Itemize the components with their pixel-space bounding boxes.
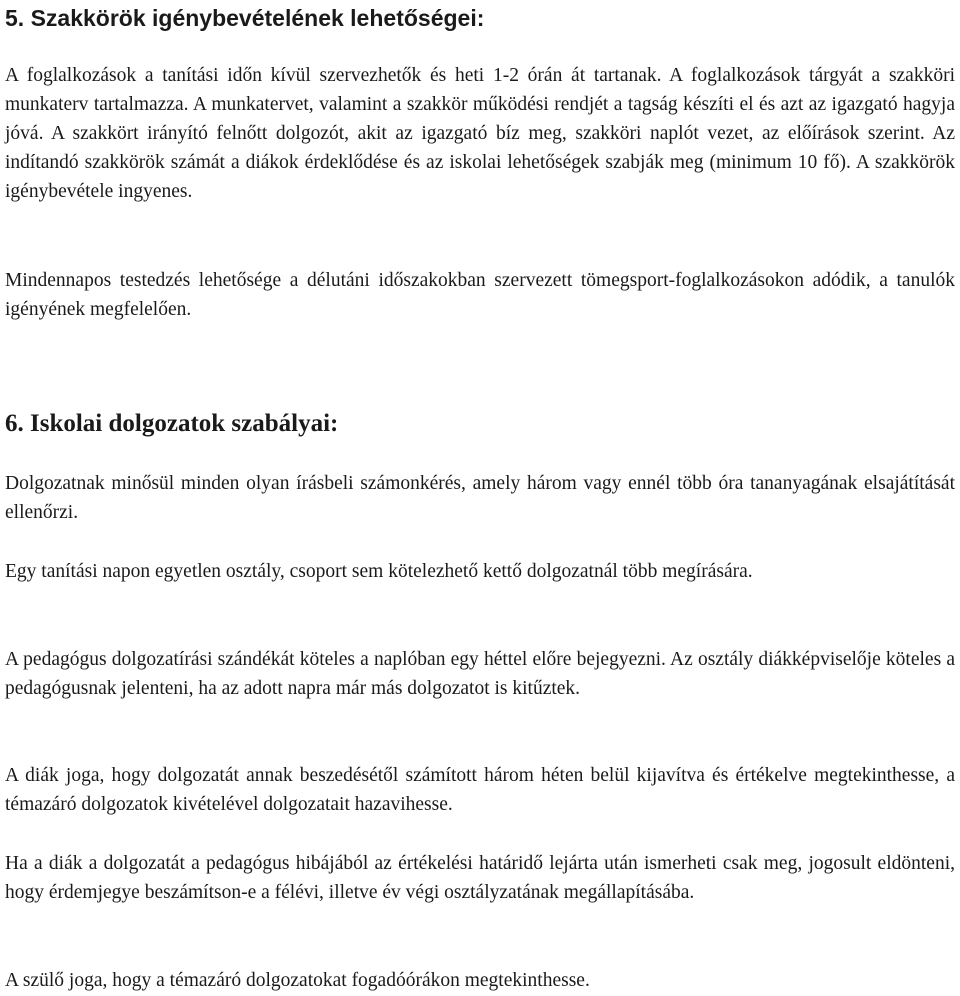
section-6-paragraph-3: A pedagógus dolgozatírási szándékát köteles a naplóban egy héttel előre bejegyezni. Az osztály diákképviselője köteles a pedagógusnak jelenteni, ha az adott napra már más dolgozatot is kitűztek. [5,649,955,699]
section-6-heading: 6. Iskolai dolgozatok szabályai: [5,410,339,437]
section-6-paragraph-6: A szülő joga, hogy a témazáró dolgozatokat fogadóórákon megtekinthesse. [5,970,590,991]
section-5-paragraph-1: A foglalkozások a tanítási időn kívül szervezhetők és heti 1-2 órán át tartanak. A foglalkozások tárgyát a szakköri munkaterv tartalmazza. A munkatervet, valamint a szakkör működési rendjét a tagság készíti el és azt az igazgató hagyja jóvá. A szakkört irányító felnőtt dolgozót, akit az igazgató bíz meg, szakköri naplót vezet, az előírások szerint. Az indítandó szakkörök számát a diákok érdeklődése és az iskolai lehetőségek szabják meg (minimum 10 fő). A szakkörök igénybevétele ingyenes. [5,65,955,202]
section-6-paragraph-4: A diák joga, hogy dolgozatát annak beszedésétől számított három héten belül kijavítva és értékelve megtekinthesse, a témazáró dolgozatok kivételével dolgozatait hazavihesse. [5,765,955,815]
section-6-paragraph-1: Dolgozatnak minősül minden olyan írásbeli számonkérés, amely három vagy ennél több óra tananyagának elsajátítását ellenőrzi. [5,473,955,523]
section-6-paragraph-2: Egy tanítási napon egyetlen osztály, csoport sem kötelezhető kettő dolgozatnál több megírására. [5,561,753,582]
section-5-paragraph-2: Mindennapos testedzés lehetősége a délutáni időszakokban szervezett tömegsport-foglalkozásokon adódik, a tanulók igényének megfelelően. [5,270,955,320]
section-6-paragraph-5: Ha a diák a dolgozatát a pedagógus hibájából az értékelési határidő lejárta után ismerheti csak meg, jogosult eldönteni, hogy érdemjegye beszámítson-e a félévi, illetve év végi osztályzatának megállapításába. [5,853,955,903]
section-5-heading: 5. Szakkörök igénybevételének lehetőségei: [5,5,485,31]
